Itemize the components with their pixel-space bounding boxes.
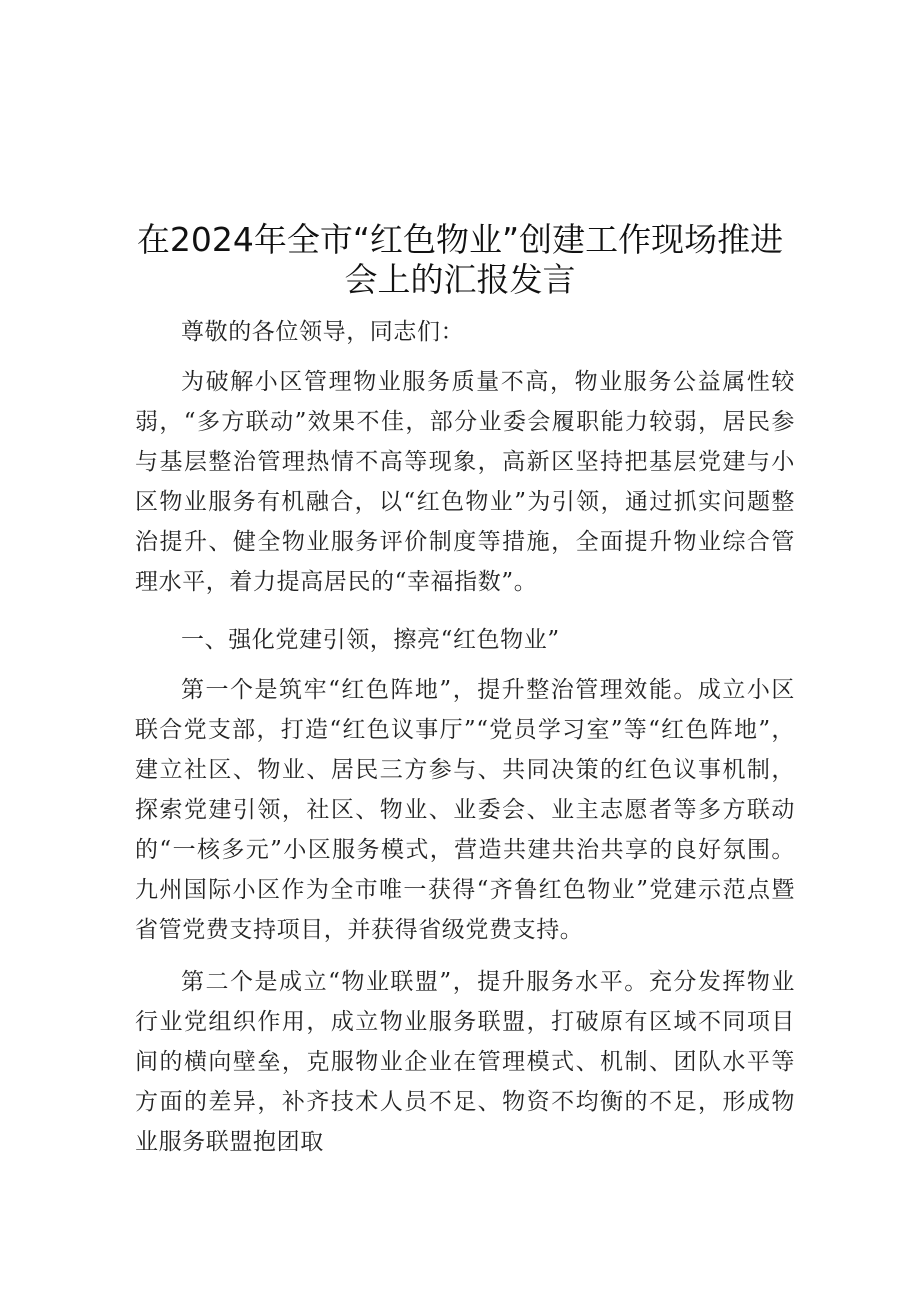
document-title-line-2: 会上的汇报发言 bbox=[344, 260, 576, 299]
document-title-line-1: 在2024年全市“红色物业”创建工作现场推进 bbox=[136, 220, 784, 259]
paragraph-intro: 为破解小区管理物业服务质量不高，物业服务公益属性较弱，“多方联动”效果不佳，部分业委会履职能力较弱，居民参与基层整治管理热情不高等现象，高新区坚持把基层党建与小区物业服务有机融合，以“红色物业”为引领，通过抓实问题整治提升、健全物业服务评价制度等措施，全面提升物业综合管理水平，着力提高居民的“幸福指数”。 bbox=[135, 369, 795, 595]
greeting: 尊敬的各位领导，同志们： bbox=[181, 319, 465, 345]
paragraph-red-position: 第一个是筑牢“红色阵地”，提升整治管理效能。成立小区联合党支部，打造“红色议事厅”“党员学习室”等“红色阵地”，建立社区、物业、居民三方参与、共同决策的红色议事机制，探索党建引领，社区、物业、业委会、业主志愿者等多方联动的“一核多元”小区服务模式，营造共建共治共享的良好氛围。九州国际小区作为全市唯一获得“齐鲁红色物业”党建示范点暨省管党费支持项目，并获得省级党费支持。 bbox=[135, 677, 795, 943]
paragraph-property-alliance: 第二个是成立“物业联盟”，提升服务水平。充分发挥物业行业党组织作用，成立物业服务联盟，打破原有区域不同项目间的横向壁垒，克服物业企业在管理模式、机制、团队水平等方面的差异，补齐技术人员不足、物资不均衡的不足，形成物业服务联盟抱团取 bbox=[135, 969, 795, 1155]
section-heading-1: 一、强化党建引领，擦亮“红色物业” bbox=[181, 627, 560, 653]
